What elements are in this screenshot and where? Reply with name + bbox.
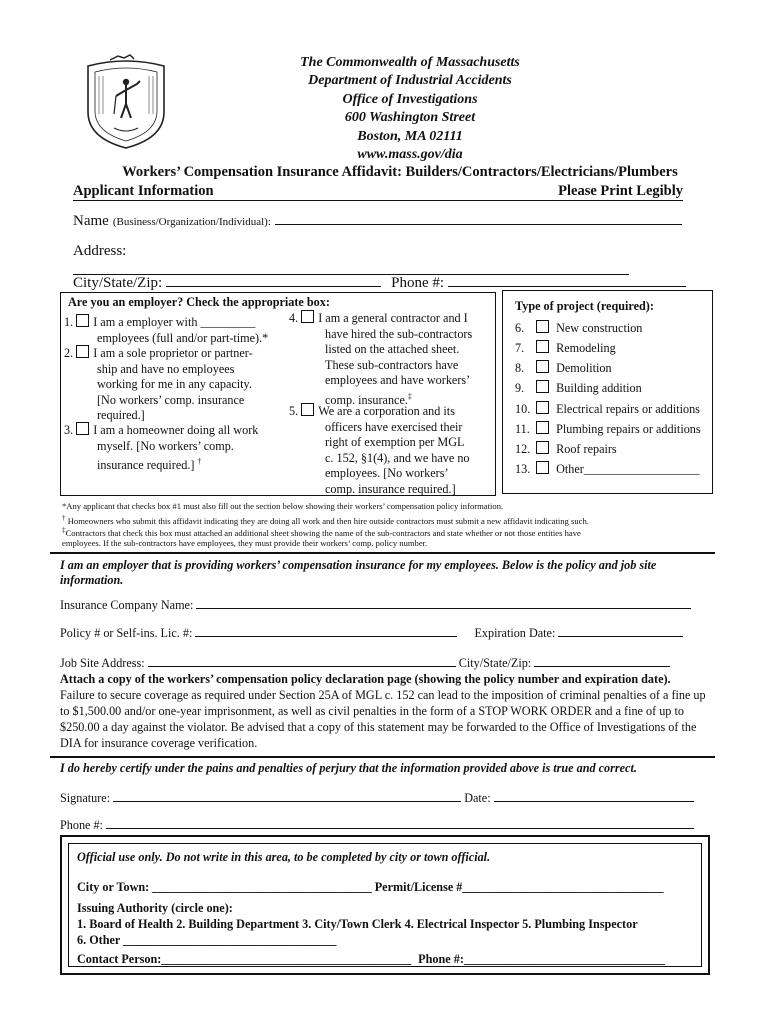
section-divider: [50, 552, 715, 554]
project-item-number: 13.: [515, 462, 531, 476]
date-field[interactable]: [494, 789, 694, 802]
employer-section: [60, 292, 496, 496]
footnote-1: *Any applicant that checks box #1 must also fill out the section below showing their workers’ compensation policy information.: [62, 501, 504, 511]
project-checkbox[interactable]: [536, 421, 549, 434]
option-4-checkbox[interactable]: [301, 310, 314, 323]
expiration-field[interactable]: [558, 624, 683, 637]
option-4-line-4: These sub-contractors have: [325, 357, 459, 372]
option-4-number: 4.: [289, 311, 299, 325]
signature-label: Signature:: [60, 791, 111, 805]
insurance-company-label: Insurance Company Name:: [60, 598, 194, 612]
project-item-label: Demolition: [556, 361, 612, 375]
header-line-5: Boston, MA 02111: [357, 129, 463, 144]
official-phone-label: Phone #:_________________________________: [418, 952, 665, 966]
signature-field[interactable]: [113, 789, 461, 802]
employer-option-4[interactable]: [289, 310, 489, 408]
footnote-2-text: Homeowners who submit this affidavit indicating they are doing all work and then hire outside contractors must submit a new affidavit indicating such.: [65, 515, 589, 526]
cert-phone-field[interactable]: [106, 816, 694, 829]
official-permit-label: Permit/License #_________________________________: [374, 880, 664, 894]
cert-phone-row: [60, 816, 700, 833]
name-field[interactable]: [275, 210, 682, 225]
city-label: City/State/Zip:: [73, 275, 163, 291]
project-item-number: 10.: [515, 402, 531, 416]
employer-question: Are you an employer? Check the appropriate box:: [68, 295, 330, 309]
employer-option-3[interactable]: [64, 422, 279, 474]
policy-row: [60, 624, 700, 641]
footnote-3b: employees. If the sub-contractors have employees, they must provide their workers’ comp. policy number.: [62, 538, 428, 548]
date-label: Date:: [464, 791, 491, 805]
project-item-13[interactable]: [515, 461, 700, 477]
project-item-6[interactable]: [515, 320, 642, 336]
option-5-line-2: officers have exercised their: [325, 419, 463, 434]
project-checkbox[interactable]: [536, 401, 549, 414]
header-line-2: Department of Industrial Accidents: [308, 73, 512, 88]
official-use-box: [60, 835, 710, 975]
project-item-label: Remodeling: [556, 341, 616, 355]
jobsite-row: [60, 654, 700, 671]
option-2-line-3: working for me in any capacity.: [97, 377, 252, 391]
option-2-line-2: ship and have no employees: [97, 361, 235, 376]
project-item-number: 11.: [515, 422, 530, 436]
option-3-line-1: I am a homeowner doing all work: [93, 423, 259, 437]
option-2-line-5: required.]: [97, 408, 145, 422]
name-row: [73, 210, 685, 230]
project-checkbox[interactable]: [536, 360, 549, 373]
option-1-number: 1.: [64, 315, 74, 329]
option-1-line-1: I am a employer with _________: [93, 315, 256, 329]
project-item-label: Electrical repairs or additions: [556, 402, 700, 416]
name-hint: (Business/Organization/Individual):: [112, 216, 271, 228]
jobsite-city-label: City/State/Zip:: [458, 656, 532, 670]
massachusetts-seal: [84, 54, 168, 150]
option-3-mark: †: [197, 457, 202, 466]
option-5-line-1: We are a corporation and its: [318, 404, 455, 418]
option-4-line-2: have hired the sub-contractors: [325, 326, 473, 341]
signature-row: [60, 789, 700, 806]
option-2-number: 2.: [64, 346, 74, 360]
city-phone-row: [73, 272, 693, 292]
project-item-number: 12.: [515, 442, 531, 456]
phone-label: Phone #:: [391, 275, 445, 291]
employer-option-1[interactable]: [64, 314, 279, 346]
project-item-label: Roof repairs: [556, 442, 617, 456]
contact-person-label: Contact Person:_________________________________________: [77, 952, 412, 966]
header-line-6: www.mass.gov/dia: [357, 147, 463, 162]
option-4-mark: ‡: [407, 391, 412, 401]
project-item-8[interactable]: [515, 360, 612, 376]
option-2-checkbox[interactable]: [76, 345, 89, 358]
massachusetts-seal-icon: [84, 54, 168, 150]
project-item-7[interactable]: [515, 340, 616, 356]
project-checkbox[interactable]: [536, 340, 549, 353]
header-line-1: The Commonwealth of Massachusetts: [300, 55, 520, 70]
header-line-3: Office of Investigations: [342, 92, 478, 107]
name-label: Name: [73, 213, 109, 229]
project-checkbox[interactable]: [536, 380, 549, 393]
print-legibly-note: Please Print Legibly: [558, 183, 683, 199]
option-4-line-3: listed on the attached sheet.: [325, 342, 460, 356]
jobsite-field[interactable]: [148, 654, 456, 667]
authority-label: Issuing Authority (circle one):: [77, 901, 233, 915]
authority-other[interactable]: 6. Other ___________________________________: [77, 933, 337, 947]
applicant-heading-text: Applicant Information: [73, 183, 214, 199]
header-line-4: 600 Washington Street: [344, 110, 476, 125]
official-city-row: [77, 880, 663, 895]
project-item-11[interactable]: [515, 421, 701, 437]
option-4-line-1: I am a general contractor and I: [318, 311, 468, 325]
official-use-inner: [68, 843, 702, 967]
attach-note: Attach a copy of the workers’ compensation policy declaration page (showing the policy number and expiration date).: [60, 672, 671, 686]
project-item-number: 9.: [515, 381, 525, 395]
option-5-checkbox[interactable]: [301, 403, 314, 416]
option-5-number: 5.: [289, 404, 299, 418]
footnote-3-text-a: Contractors that check this box must attached an additional sheet showing the name of the sub-contractors and state whether or not those entities have: [65, 527, 581, 538]
project-type-heading: Type of project (required):: [515, 299, 654, 313]
certify-statement: I do hereby certify under the pains and penalties of perjury that the information provided above is true and correct.: [60, 761, 637, 775]
insurance-company-row: [60, 596, 700, 613]
insurance-intro: I am an employer that is providing workers’ compensation insurance for my employees. Below is the policy and job site information.: [60, 558, 657, 587]
option-3-number: 3.: [64, 423, 74, 437]
option-2-line-4: [No workers’ comp. insurance: [97, 392, 245, 407]
project-checkbox[interactable]: [536, 461, 549, 474]
project-type-section: [502, 290, 713, 494]
employer-option-5[interactable]: [289, 403, 489, 497]
section-divider-2: [50, 756, 715, 758]
project-item-9[interactable]: [515, 380, 642, 396]
option-4-line-6: comp. insurance.: [325, 392, 408, 407]
policy-label: Policy # or Self-ins. Lic. #:: [60, 626, 193, 640]
project-checkbox[interactable]: [536, 441, 549, 454]
jobsite-label: Job Site Address:: [60, 656, 145, 670]
project-item-label: Plumbing repairs or additions: [556, 422, 701, 436]
option-3-checkbox[interactable]: [76, 422, 89, 435]
project-item-number: 7.: [515, 341, 525, 355]
policy-field[interactable]: [195, 624, 457, 637]
project-item-10[interactable]: [515, 401, 700, 417]
option-5-line-6: comp. insurance required.]: [325, 481, 456, 496]
project-item-label: Other___________________: [556, 462, 700, 476]
option-5-line-5: employees. [No workers’: [325, 466, 449, 480]
project-item-number: 8.: [515, 361, 525, 375]
jobsite-city-field[interactable]: [534, 654, 670, 667]
address-label: Address:: [73, 243, 127, 259]
footnote-3-mark: ‡: [62, 526, 66, 534]
option-1-line-2: employees (full and/or part-time).*: [97, 330, 269, 345]
official-contact-row: [77, 952, 665, 967]
option-4-line-5: employees and have workers’: [325, 373, 471, 387]
option-3-line-3: insurance required.]: [97, 458, 195, 473]
employer-option-2[interactable]: [64, 345, 279, 424]
penalty-warning: Failure to secure coverage as required under Section 25A of MGL c. 152 can lead to the imposition of criminal penalties of a fine up to $1,500.00 and/or one-year imprisonment, as well as civil penalties in the form of a STOP WORK ORDER and a fine of up to $250.00 a day against the violator. Be advised that a copy of this statement may be forwarded to the Office of Investigations of the DIA for insurance coverage verification.: [60, 688, 706, 750]
insurance-company-field[interactable]: [196, 596, 691, 609]
city-field[interactable]: [166, 272, 381, 287]
option-2-line-1: I am a sole proprietor or partner-: [93, 346, 253, 360]
expiration-label: Expiration Date:: [474, 626, 556, 640]
option-5-line-3: right of exemption per MGL: [325, 435, 465, 449]
official-city-label: City or Town: ____________________________________: [77, 880, 372, 894]
phone-field[interactable]: [448, 272, 686, 287]
project-checkbox[interactable]: [536, 320, 549, 333]
project-item-label: Building addition: [556, 381, 642, 395]
project-item-number: 6.: [515, 321, 525, 335]
form-title: Workers’ Compensation Insurance Affidavit: Builders/Contractors/Electricians/Plumbers: [122, 164, 678, 180]
official-note: Official use only. Do not write in this area, to be completed by city or town official.: [77, 850, 491, 864]
project-item-label: New construction: [556, 321, 643, 335]
applicant-info-heading: [73, 183, 683, 201]
option-5-line-4: c. 152, §1(4), and we have no: [325, 450, 470, 465]
authority-options[interactable]: 1. Board of Health 2. Building Department 3. City/Town Clerk 4. Electrical Inspector 5. Plumbing Inspector: [77, 917, 638, 931]
footnote-2-mark: †: [62, 514, 66, 522]
cert-phone-label: Phone #:: [60, 818, 103, 832]
option-3-line-2: myself. [No workers’ comp.: [97, 438, 234, 453]
project-item-12[interactable]: [515, 441, 617, 457]
option-1-checkbox[interactable]: [76, 314, 89, 327]
